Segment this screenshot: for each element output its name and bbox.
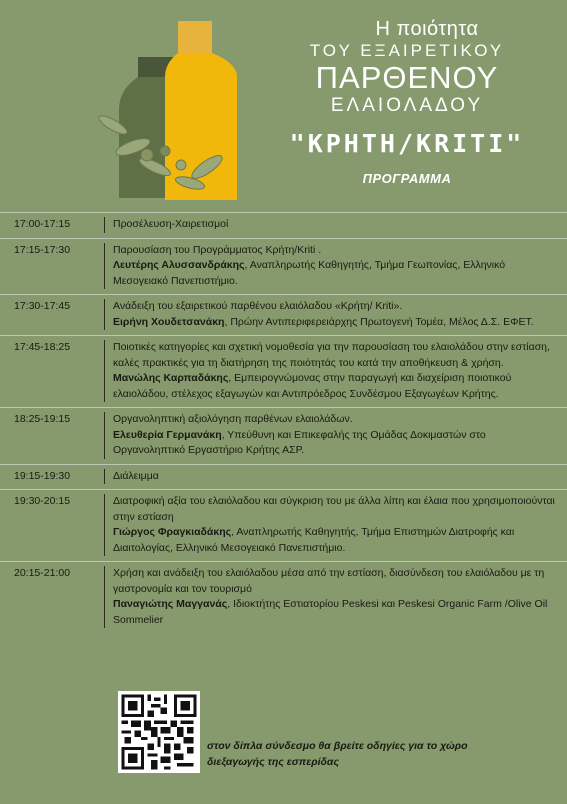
program-heading: ΠΡΟΓΡΑΜΜΑ	[362, 171, 452, 186]
session-content	[104, 217, 557, 233]
schedule-row	[0, 489, 567, 561]
speaker-name: Παναγιώτης Μαγγανάς	[113, 598, 228, 610]
event-title	[262, 18, 552, 186]
schedule-row	[0, 561, 567, 633]
time-slot: 19:30-20:15	[14, 495, 71, 507]
title-brand: "ΚΡΗΤΗ/KRITI"	[289, 129, 525, 158]
speaker-name: Ελευθερία Γερμανάκη	[113, 428, 222, 441]
speaker-role: , Υπεύθυνη και Επικεφαλής της Ομάδας Δοκιμαστών στο Οργανοληπτικό Εργαστήριο Κρήτης ΑΣΡ.	[113, 428, 486, 456]
olive-oil-bottles-art	[95, 15, 245, 205]
speaker-name: Μανώλης Καρπαδάκης	[113, 372, 229, 384]
session-content	[104, 469, 557, 485]
qr-instructions	[207, 738, 468, 770]
title-line-1: Η ποιότητα	[375, 18, 479, 40]
title-line-2: ΤΟΥ ΕΞΑΙΡΕΤΙΚΟΥ	[309, 41, 505, 60]
speaker-name: Ειρήνη Χουδετσανάκη	[113, 315, 225, 328]
title-line-4: ΕΛΑΙΟΛΑΔΟΥ	[330, 95, 484, 116]
time-slot: 19:15-19:30	[14, 469, 71, 482]
session-content	[104, 243, 557, 290]
qr-instructions-line-2: διεξαγωγής της εσπερίδας	[207, 756, 340, 768]
session-title: Χρήση και ανάδειξη του ελαιόλαδου μέσα από την εστίαση, διασύνδεση του ελαιόλαδου με τη γαστρονομία και τον τουρισμό	[113, 567, 545, 595]
schedule	[0, 212, 567, 633]
time-slot: 17:15-17:30	[14, 243, 71, 256]
time-slot: 17:45-18:25	[14, 341, 71, 353]
schedule-row	[0, 407, 567, 464]
session-content	[104, 340, 557, 402]
session-content	[104, 299, 557, 330]
speaker-role: , Ιδιοκτήτης Εστιατορίου Peskesi και Peskesi Organic Farm /Olive Oil Sommelier	[113, 598, 548, 626]
session-title: Διάλειμμα	[113, 469, 159, 482]
session-content	[104, 412, 557, 459]
schedule-row	[0, 212, 567, 238]
speaker-role: , Αναπληρωτής Καθηγητής, Τμήμα Επιστημών Διατροφής και Διαιτολογίας, Ελληνικό Μεσογειακό Πανεπιστήμιο.	[113, 526, 515, 554]
qr-instructions-line-1: στον δίπλα σύνδεσμο θα βρείτε οδηγίες για το χώρο	[207, 740, 468, 752]
session-title: Παρουσίαση του Προγράμματος Κρήτη/Kriti .	[113, 243, 322, 256]
speaker-role: , Αναπληρωτής Καθηγητής, Τμήμα Γεωπονίας, Ελληνικό Μεσογειακό Πανεπιστήμιο.	[113, 259, 506, 287]
qr-code[interactable]	[118, 691, 200, 773]
speaker-role: , Πρώην Αντιπεριφερειάρχης Πρωτογενή Τομέα, Μέλος Δ.Σ. ΕΦΕΤ.	[224, 315, 534, 328]
session-title: Προσέλευση-Χαιρετισμοί	[113, 218, 229, 230]
time-slot: 20:15-21:00	[14, 567, 71, 579]
schedule-row	[0, 464, 567, 490]
time-slot: 18:25-19:15	[14, 413, 71, 425]
session-title: Οργανοληπτική αξιολόγηση παρθένων ελαιολάδων.	[113, 413, 353, 425]
title-line-3: ΠΑΡΘΕΝΟΥ	[315, 60, 499, 95]
session-content	[104, 494, 557, 556]
schedule-row	[0, 294, 567, 335]
session-content	[104, 566, 557, 628]
session-title: Ποιοτικές κατηγορίες και σχετική νομοθεσία για την παρουσίαση του ελαιολάδου στην εστίαση, καλές πρακτικές για τη διατήρηση της ποιότητάς του κατά την αποθήκευση & χρήση.	[113, 341, 550, 369]
speaker-name: Λευτέρης Αλυσσανδράκης	[113, 259, 245, 271]
session-title: Διατροφική αξία του ελαιόλαδου και σύγκριση του με άλλα λίπη και έλαια που χρησιμοποιούνται στην εστίαση	[113, 495, 555, 523]
time-slot: 17:30-17:45	[14, 300, 71, 312]
schedule-row	[0, 238, 567, 295]
session-title: Ανάδειξη του εξαιρετικού παρθένου ελαιόλαδου «Κρήτη/ Kriti».	[113, 300, 403, 312]
speaker-role: , Εμπειρογνώμονας στην παραγωγή και διαχείριση ποιοτικού ελαιολάδου, στέλεχος εξαγωγών και Αντιπρόεδρος Συνδέσμου Εξαγωγέων Κρήτης.	[113, 372, 512, 400]
time-slot: 17:00-17:15	[14, 218, 71, 230]
speaker-name: Γιώργος Φραγκιαδάκης	[113, 526, 232, 538]
schedule-row	[0, 335, 567, 407]
